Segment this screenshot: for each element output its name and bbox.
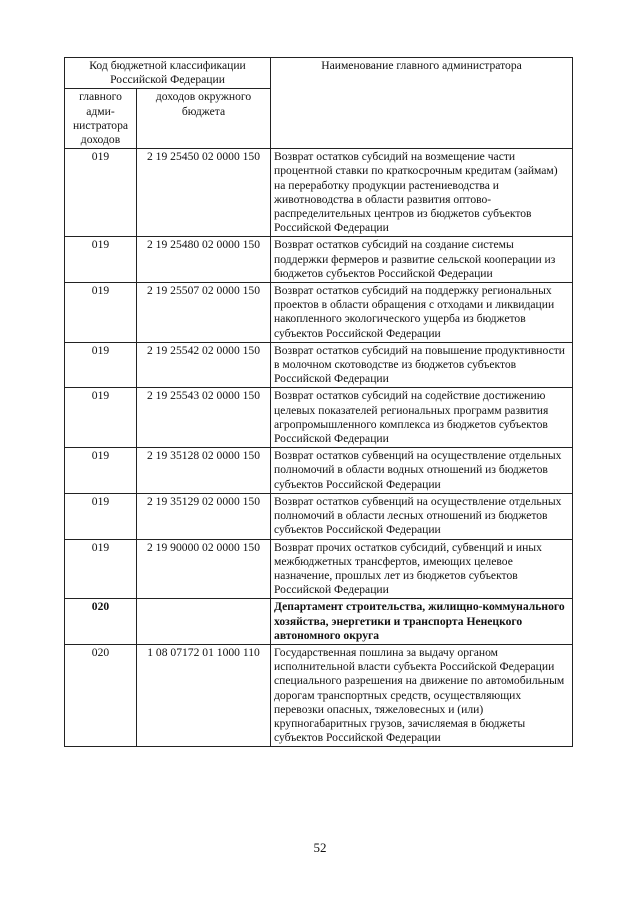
- admin-code-cell: 019: [65, 388, 137, 448]
- administrator-name-cell: Департамент строительства, жилищно-коммунального хозяйства, энергетики и транспорта Ненецкого автономного округа: [271, 599, 573, 645]
- table-body: [65, 149, 573, 747]
- administrator-name-cell: Возврат остатков субсидий на создание системы поддержки фермеров и развитие сельской кооперации из бюджетов субъектов Российской Федерации: [271, 237, 573, 283]
- administrator-name-cell: Возврат остатков субвенций на осуществление отдельных полномочий в области лесных отношений из бюджетов субъектов Российской Федерации: [271, 493, 573, 539]
- table-row: [65, 644, 573, 746]
- name-column-header: Наименование главного администратора: [271, 58, 573, 149]
- administrator-name-cell: Возврат остатков субсидий на поддержку региональных проектов в области обращения с отходами и ликвидации накопленного экологического ущерба из бюджетов субъектов Российской Федерации: [271, 283, 573, 343]
- admin-code-cell: 019: [65, 448, 137, 494]
- table-row: [65, 283, 573, 343]
- income-code-cell: [137, 599, 271, 645]
- table-row: [65, 149, 573, 237]
- admin-code-cell: 019: [65, 149, 137, 237]
- income-code-cell: 2 19 35128 02 0000 150: [137, 448, 271, 494]
- table-row: [65, 342, 573, 388]
- income-code-cell: 2 19 25450 02 0000 150: [137, 149, 271, 237]
- administrator-name-cell: Государственная пошлина за выдачу органом исполнительной власти субъекта Российской Федерации специального разрешения на движение по автомобильным дорогам транспортных средств, осуществляющих перевозки опасных, тяжеловесных и (или) крупногабаритных грузов, зачисляемая в бюджеты субъектов Российской Федерации: [271, 644, 573, 746]
- admin-code-cell: 019: [65, 342, 137, 388]
- admin-code-cell: 020: [65, 599, 137, 645]
- admin-code-cell: 019: [65, 237, 137, 283]
- admin-code-cell: 020: [65, 644, 137, 746]
- income-code-cell: 2 19 25542 02 0000 150: [137, 342, 271, 388]
- table-row: [65, 493, 573, 539]
- code-group-header: Код бюджетной классификации Российской Федерации: [65, 58, 271, 89]
- table-row: [65, 448, 573, 494]
- income-code-cell: 2 19 25507 02 0000 150: [137, 283, 271, 343]
- budget-classification-table: [64, 57, 573, 747]
- table-row: [65, 599, 573, 645]
- income-column-header: доходов окружного бюджета: [137, 89, 271, 149]
- income-code-cell: 2 19 35129 02 0000 150: [137, 493, 271, 539]
- income-code-cell: 2 19 25543 02 0000 150: [137, 388, 271, 448]
- administrator-name-cell: Возврат остатков субсидий на содействие достижению целевых показателей региональных программ развития агропромышленного комплекса из бюджетов субъектов Российской Федерации: [271, 388, 573, 448]
- table-header-row: [65, 58, 573, 89]
- income-code-cell: 2 19 90000 02 0000 150: [137, 539, 271, 599]
- table-row: [65, 237, 573, 283]
- admin-code-cell: 019: [65, 493, 137, 539]
- admin-code-cell: 019: [65, 283, 137, 343]
- admin-code-cell: 019: [65, 539, 137, 599]
- administrator-name-cell: Возврат остатков субвенций на осуществление отдельных полномочий в области водных отношений из бюджетов субъектов Российской Федерации: [271, 448, 573, 494]
- page-number: 52: [313, 840, 327, 855]
- table-row: [65, 539, 573, 599]
- admin-column-header: главного адми-нистратора доходов: [65, 89, 137, 149]
- income-code-cell: 1 08 07172 01 1000 110: [137, 644, 271, 746]
- income-code-cell: 2 19 25480 02 0000 150: [137, 237, 271, 283]
- administrator-name-cell: Возврат остатков субсидий на возмещение части процентной ставки по краткосрочным кредитам (займам) на переработку продукции растениеводства и животноводства в области развития оптово-распределительных центров из бюджетов субъектов Российской Федерации: [271, 149, 573, 237]
- administrator-name-cell: Возврат прочих остатков субсидий, субвенций и иных межбюджетных трансфертов, имеющих целевое назначение, прошлых лет из бюджетов субъектов Российской Федерации: [271, 539, 573, 599]
- table-row: [65, 388, 573, 448]
- administrator-name-cell: Возврат остатков субсидий на повышение продуктивности в молочном скотоводстве из бюджетов субъектов Российской Федерации: [271, 342, 573, 388]
